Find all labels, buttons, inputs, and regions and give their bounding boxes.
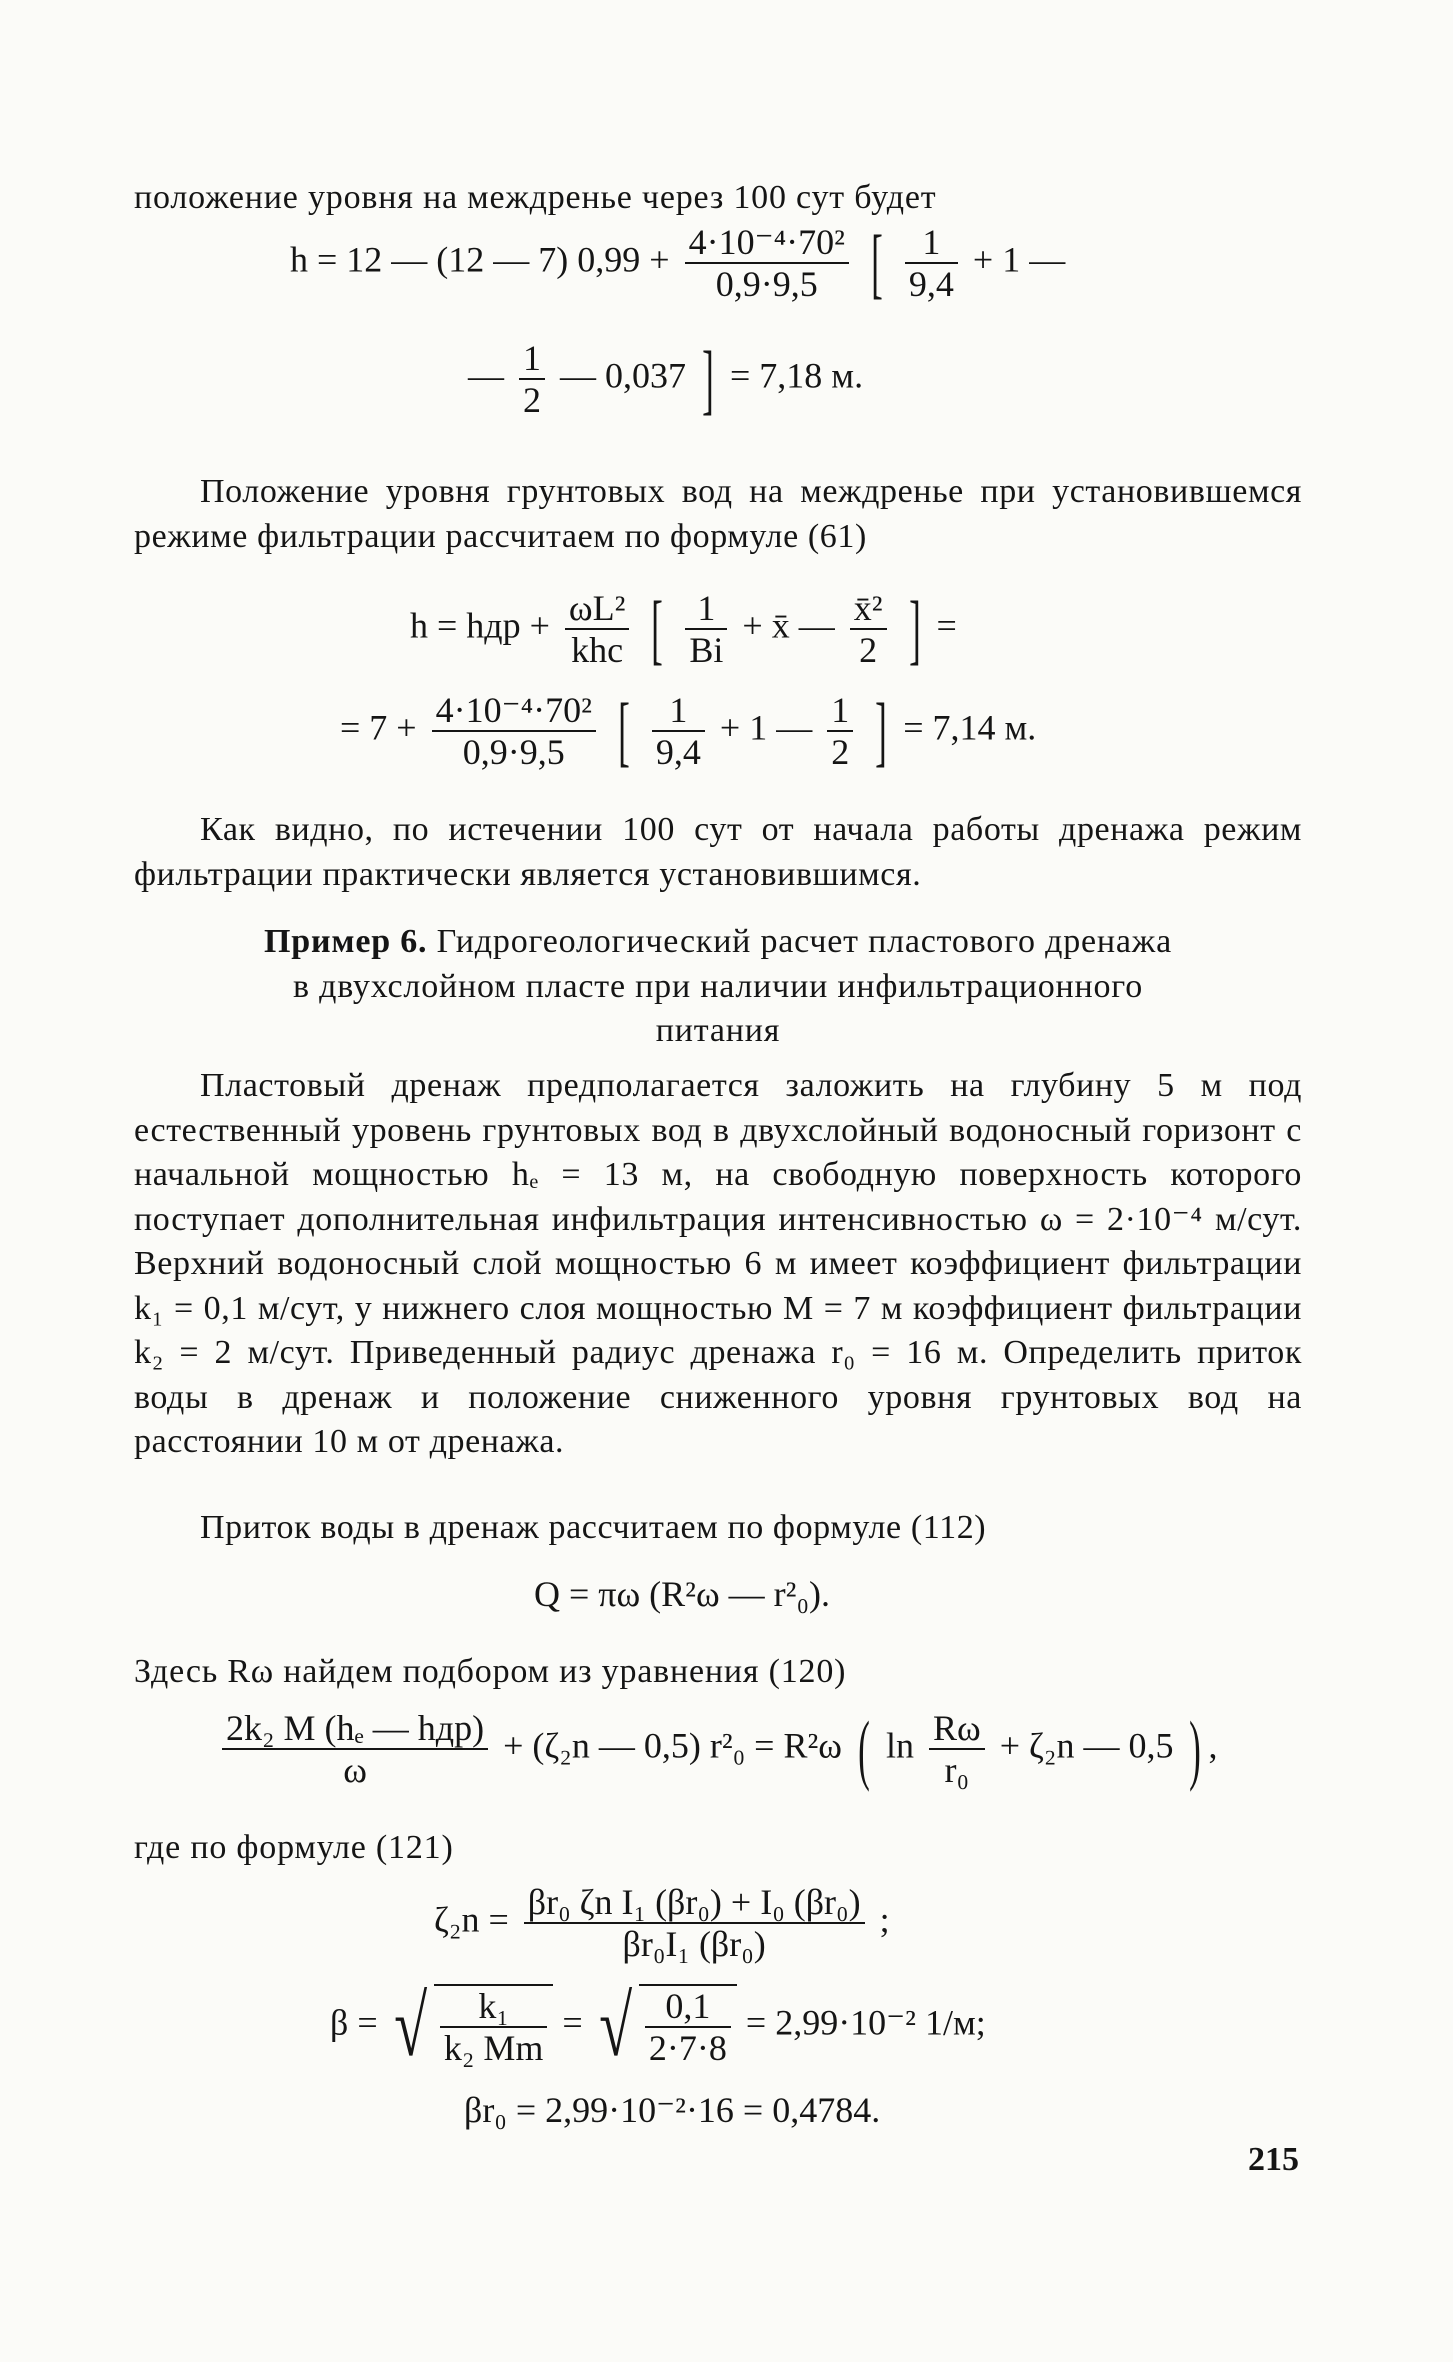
right-paren: ) (1189, 1705, 1202, 1792)
eq4-fraction (222, 1708, 488, 1790)
right-bracket: ] (702, 335, 714, 422)
eq4-f-numerator: Rω (929, 1708, 985, 1750)
eq4-fraction-2 (929, 1708, 985, 1790)
heading-line-1-text: Гидрогеологический расчет пластового дренажа (436, 923, 1172, 960)
eq2-lhs: h = hдр + (410, 605, 550, 646)
text-line-zdes: Здесь Rω найдем подбором из уравнения (120) (134, 1653, 847, 1690)
eq2-mid: + x̄ — (742, 605, 835, 646)
eq5-end: ; (879, 1899, 890, 1940)
eq2-f3-numerator: x̄² (850, 588, 887, 630)
eq6-r2-denominator: 2·7·8 (648, 2028, 727, 2068)
eq2-fraction (565, 588, 629, 670)
paragraph-1 (134, 470, 1302, 559)
paragraph-2-text: Как видно, по истечении 100 сут от начала работы дренажа режим фильтрации практически является установившимся. (134, 811, 1302, 893)
eq2-f3-denominator: 2 (859, 630, 878, 670)
eq5-numerator: βr₀ ζn I₁ (βr₀) + I₀ (βr₀) (524, 1882, 865, 1924)
eq5-denominator: βr₀I₁ (βr₀) (622, 1924, 766, 1964)
eq2-denominator: khc (571, 630, 624, 670)
equation-5 (434, 1882, 890, 1964)
eq2-line2-f-denominator: 9,4 (655, 732, 701, 772)
eq2-fraction-3 (850, 588, 887, 670)
eq2-line2-f-numerator: 1 (652, 690, 705, 732)
text-line-gde: где по формуле (121) (134, 1829, 454, 1866)
equation-1 (290, 219, 1066, 306)
equation-1-continued (468, 335, 864, 422)
eq6-result: = 2,99·10⁻² 1/м; (745, 2002, 986, 2043)
equation-3: Q = πω (R²ω — r²₀). (534, 1574, 830, 1614)
heading-line-3: питания (655, 1012, 781, 1049)
page-number: 215 (1248, 2141, 1299, 2178)
eq1-fraction (685, 222, 849, 304)
eq6-fraction-2 (645, 1986, 731, 2068)
paragraph-1-text: Положение уровня грунтовых вод на междренье при установившемся режиме фильтрации рассчитаем по формуле (61) (134, 473, 1302, 555)
paragraph-3-text: Пластовый дренаж предполагается заложить на глубину 5 м под естественный уровень грунтовых вод в двухслойный водоносный горизонт с начальной мощностью hₑ = 13 м, на свободную поверхность которого поступает дополнительная инфильтрация интенсивностью ω = 2·10⁻⁴ м/сут. Верхний водоносный слой мощностью 6 м имеет коэффициент фильтрации k₁ = 0,1 м/сут, у нижнего слоя мощностью M = 7 м коэффициент фильтрации k₂ = 2 м/сут. Приведенный радиус дренажа r₀ = 16 м. Определить приток воды в дренаж и положение сниженного уровня грунтовых вод на расстоянии 10 м от дренажа. (134, 1067, 1302, 1460)
eq2-f2-denominator: Bi (689, 630, 724, 670)
eq4-ln: ln (885, 1725, 914, 1766)
eq2-f2-numerator: 1 (685, 588, 727, 630)
paragraph-4-text: Приток воды в дренаж рассчитаем по формуле (112) (200, 1509, 987, 1546)
eq2-line2-fraction-2 (652, 690, 705, 772)
equation-7: βr₀ = 2,99·10⁻²·16 = 0,4784. (464, 2090, 881, 2130)
eq6-equals: = (562, 2002, 583, 2043)
eq6-lhs: β = (330, 2002, 378, 2043)
eq1-lhs: h = 12 — (12 — 7) 0,99 + (290, 239, 670, 280)
eq4-f-denominator: r₀ (944, 1750, 970, 1790)
eq6-r1-denominator: k₂ Mm (443, 2028, 544, 2068)
heading-line-1 (134, 920, 1302, 965)
eq1-numerator: 4·10⁻⁴·70² (685, 222, 849, 264)
eq1-tail: + 1 — (972, 239, 1066, 280)
sqrt-1 (387, 1978, 554, 2074)
eq5-fraction (524, 1882, 865, 1964)
eq2-equals: = (936, 605, 957, 646)
eq2-line2-f2-denominator: 2 (831, 732, 850, 772)
eq1-cont-tail: — 0,037 (560, 355, 686, 396)
paragraph-3 (134, 1064, 1302, 1465)
radical-sign: √ (598, 1978, 632, 2074)
eq2-line2-numerator: 4·10⁻⁴·70² (432, 690, 596, 732)
section-heading (134, 920, 1302, 1054)
heading-bold: Пример 6. (264, 923, 428, 960)
eq6-r2-numerator: 0,1 (645, 1986, 731, 2028)
eq2-line2-lead: = 7 + (340, 707, 417, 748)
eq4-numerator: 2k₂ M (hₑ — hдр) (222, 1708, 488, 1750)
eq4-end: , (1208, 1725, 1218, 1766)
equation-2-line-2 (340, 687, 1037, 774)
eq4-tail: + ζ₂n — 0,5 (999, 1725, 1174, 1766)
right-bracket: ] (875, 687, 888, 774)
eq2-line2-f2-numerator: 1 (827, 690, 853, 732)
left-paren: ( (858, 1705, 870, 1792)
sqrt-2 (592, 1978, 737, 2074)
eq5-lhs: ζ₂n = (434, 1899, 509, 1940)
eq1-fraction-2 (905, 222, 958, 304)
eq2-line2-fraction (432, 690, 596, 772)
equation-4 (216, 1705, 1218, 1792)
text-line: положение уровня на междренье через 100 сут будет (134, 179, 937, 216)
eq2-fraction-2 (685, 588, 727, 670)
eq4-denominator: ω (343, 1750, 367, 1790)
eq1-f2-denominator: 9,4 (908, 264, 954, 304)
eq1-result: = 7,18 м. (729, 355, 864, 396)
eq2-numerator: ωL² (565, 588, 629, 630)
eq1-cont-lead: — (468, 355, 504, 396)
eq1-f3-numerator: 1 (519, 338, 545, 380)
heading-line-2: в двухслойном пласте при наличии инфильтрационного (292, 967, 1144, 1005)
equation-2 (410, 585, 957, 672)
eq6-r1-numerator: k₁ (440, 1986, 548, 2028)
eq1-denominator: 0,9·9,5 (715, 264, 818, 304)
eq2-line2-result: = 7,14 м. (903, 707, 1037, 748)
eq2-line2-denominator: 0,9·9,5 (462, 732, 565, 772)
eq1-f3-denominator: 2 (523, 380, 541, 420)
left-bracket: [ (651, 585, 664, 672)
eq1-fraction-3 (519, 338, 545, 420)
left-bracket: [ (871, 219, 883, 306)
right-bracket: ] (908, 585, 921, 672)
left-bracket: [ (618, 687, 630, 774)
eq1-f2-numerator: 1 (905, 222, 958, 264)
paragraph-4 (134, 1506, 1302, 1551)
paragraph-2 (134, 808, 1302, 897)
equation-6 (330, 1978, 986, 2074)
eq6-fraction-1 (440, 1986, 548, 2068)
eq2-line2-mid: + 1 — (719, 707, 813, 748)
radical-sign: √ (393, 1978, 427, 2074)
eq2-line2-fraction-3 (827, 690, 853, 772)
eq4-mid: + (ζ₂n — 0,5) r²₀ = R²ω (503, 1725, 842, 1766)
